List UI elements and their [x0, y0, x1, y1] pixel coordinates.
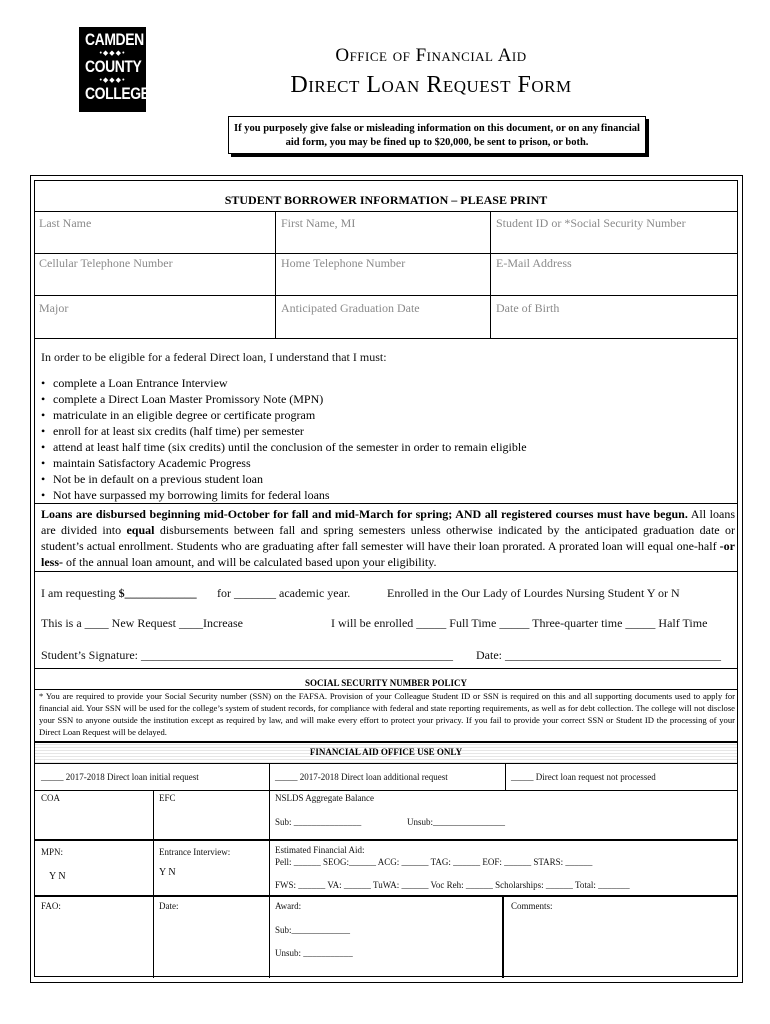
- college-logo: [79, 27, 150, 112]
- not-processed-field[interactable]: _____ Direct loan request not processed: [511, 772, 656, 782]
- office-title: Office of Financial Aid: [335, 45, 527, 66]
- loan-amount-line[interactable]: [41, 586, 197, 601]
- borrower-section-title: STUDENT BORROWER INFORMATION – PLEASE PRINT: [224, 193, 548, 207]
- divider: [35, 790, 737, 791]
- divider: [490, 211, 491, 338]
- divider: [35, 338, 737, 339]
- requesting-label: I am requesting: [41, 586, 119, 600]
- divider: [269, 790, 270, 978]
- nslds-unsub-field[interactable]: Unsub:________________: [407, 817, 506, 827]
- additional-request-field[interactable]: _____ 2017-2018 Direct loan additional request: [275, 772, 448, 782]
- ssn-policy-text: * You are required to provide your Social Security number (SSN) on the FAFSA. Provision of your Colleague Student ID or SSN is required on this and all supporting documents used to apply for financial aid. Your SSN will be used for the college’s system of student records, for compliance with federal and state reporting requirements, as well as for debt collection. The college will not disclose your SSN to anyone outside the institution except as required by law, and will make every effort to protect your privacy. If you fail to provide your correct SSN or Student ID the processing of your Direct Loan Request will be delayed.: [39, 691, 735, 737]
- logo-line-3: COLLEGE: [85, 84, 150, 103]
- equal-emphasis: equal: [126, 523, 155, 537]
- efc-field[interactable]: EFC: [159, 793, 176, 803]
- divider: [153, 790, 154, 896]
- list-item: • Not be in default on a previous student loan: [41, 471, 527, 487]
- initial-request-field[interactable]: _____ 2017-2018 Direct loan initial request: [41, 772, 199, 782]
- fao-field[interactable]: FAO:: [41, 901, 61, 911]
- last-name-field[interactable]: Last Name: [39, 216, 92, 230]
- nslds-label: NSLDS Aggregate Balance: [275, 793, 374, 803]
- divider: [275, 211, 276, 338]
- or-less-emphasis: -or less-: [41, 539, 735, 569]
- fraud-warning-box: If you purposely give false or misleading information on this document, or on any financial aid form, you may be fined up to $20,000, be sent to prison, or both.: [228, 116, 646, 154]
- logo-ornament: •◆◆◆•: [99, 77, 126, 84]
- cell-phone-field[interactable]: Cellular Telephone Number: [39, 256, 173, 270]
- list-item: • complete a Direct Loan Master Promissory Note (MPN): [41, 391, 527, 407]
- award-label: Award:: [275, 901, 302, 911]
- amount-field[interactable]: $____________: [118, 586, 197, 600]
- logo-line-2: COUNTY: [85, 57, 142, 76]
- mpn-label: MPN:: [41, 847, 64, 857]
- comments-field[interactable]: Comments:: [511, 901, 553, 911]
- grad-date-field[interactable]: Anticipated Graduation Date: [281, 301, 420, 315]
- list-item: • complete a Loan Entrance Interview: [41, 375, 527, 391]
- award-unsub-field[interactable]: Unsub: ___________: [275, 948, 353, 958]
- divider: [35, 295, 737, 296]
- divider: [35, 895, 737, 897]
- divider: [35, 839, 737, 841]
- ssn-policy-title: SOCIAL SECURITY NUMBER POLICY: [305, 678, 467, 688]
- nursing-student-choice[interactable]: Enrolled in the Our Lady of Lourdes Nursing Student Y or N: [387, 586, 680, 600]
- request-type-field[interactable]: This is a ____ New Request ____Increase: [41, 616, 243, 630]
- disbursement-text: disbursements between fall and spring semesters unless otherwise indicated by the anticipated graduation date or student’s actual enrollment. Students who are graduating after fall semester will have their loan prorated. A prorated loan will equal one-half: [41, 523, 735, 553]
- award-sub-field[interactable]: Sub:_____________: [275, 925, 351, 935]
- divider: [153, 895, 154, 978]
- requirements-intro: In order to be eligible for a federal Direct loan, I understand that I must:: [41, 350, 387, 364]
- list-item: • matriculate in an eligible degree or certificate program: [41, 407, 527, 423]
- office-use-title: FINANCIAL AID OFFICE USE ONLY: [309, 747, 463, 757]
- form-body: [34, 180, 738, 977]
- major-field[interactable]: Major: [39, 301, 69, 315]
- list-item: • maintain Satisfactory Academic Progress: [41, 455, 527, 471]
- mpn-yes-no[interactable]: Y N: [49, 871, 66, 882]
- estimated-aid-label: Estimated Financial Aid:: [275, 845, 365, 855]
- divider: [35, 211, 737, 212]
- list-item: • Not have surpassed my borrowing limits for federal loans: [41, 487, 527, 503]
- coa-field[interactable]: COA: [41, 793, 61, 803]
- estimated-aid-line-2[interactable]: FWS: ______ VA: ______ TuWA: ______ Voc Reh: ______ Scholarships: ______ Total: _______: [275, 880, 630, 890]
- logo-line-1: CAMDEN: [85, 30, 144, 49]
- divider: [35, 571, 737, 572]
- home-phone-field[interactable]: Home Telephone Number: [281, 256, 406, 270]
- disbursement-paragraph: [41, 506, 735, 570]
- requirements-list: [41, 375, 527, 503]
- enrollment-status-field[interactable]: I will be enrolled _____ Full Time _____ Three-quarter time _____ Half Time: [331, 616, 708, 630]
- estimated-aid-line-1[interactable]: Pell: ______ SEOG:______ ACG: ______ TAG: ______ EOF: ______ STARS: ______: [275, 857, 593, 867]
- date-field[interactable]: Date:: [159, 901, 179, 911]
- disbursement-bold: Loans are disbursed beginning mid-October for fall and mid-March for spring; AND all registered courses must have begun.: [41, 507, 688, 521]
- divider: [35, 503, 737, 504]
- disbursement-text: of the annual loan amount, and will be calculated based upon your eligibility.: [63, 555, 437, 569]
- form-title: Direct Loan Request Form: [290, 72, 572, 98]
- divider: [35, 668, 737, 669]
- list-item: • enroll for at least six credits (half time) per semester: [41, 423, 527, 439]
- logo-ornament: •◆◆◆•: [99, 50, 126, 57]
- list-item: • attend at least half time (six credits) until the conclusion of the semester in order to remain eligible: [41, 439, 527, 455]
- signature-field[interactable]: Student’s Signature: ____________________________________________________: [41, 648, 453, 662]
- academic-year-field[interactable]: for _______ academic year.: [217, 586, 351, 600]
- email-field[interactable]: E-Mail Address: [496, 256, 572, 270]
- entrance-yes-no[interactable]: Y N: [159, 867, 176, 878]
- signature-date-field[interactable]: Date: ____________________________________: [476, 648, 721, 662]
- divider: [269, 763, 270, 790]
- divider: [505, 763, 506, 790]
- dob-field[interactable]: Date of Birth: [496, 301, 560, 315]
- first-name-field[interactable]: First Name, MI: [281, 216, 356, 230]
- student-id-field[interactable]: Student ID or *Social Security Number: [496, 216, 686, 230]
- nslds-sub-field[interactable]: Sub: _______________: [275, 817, 362, 827]
- divider: [35, 253, 737, 254]
- divider: [35, 763, 737, 764]
- entrance-interview-label: Entrance Interview:: [159, 847, 231, 857]
- divider: [502, 895, 504, 978]
- disbursement-text: All loans are divided into: [41, 507, 735, 537]
